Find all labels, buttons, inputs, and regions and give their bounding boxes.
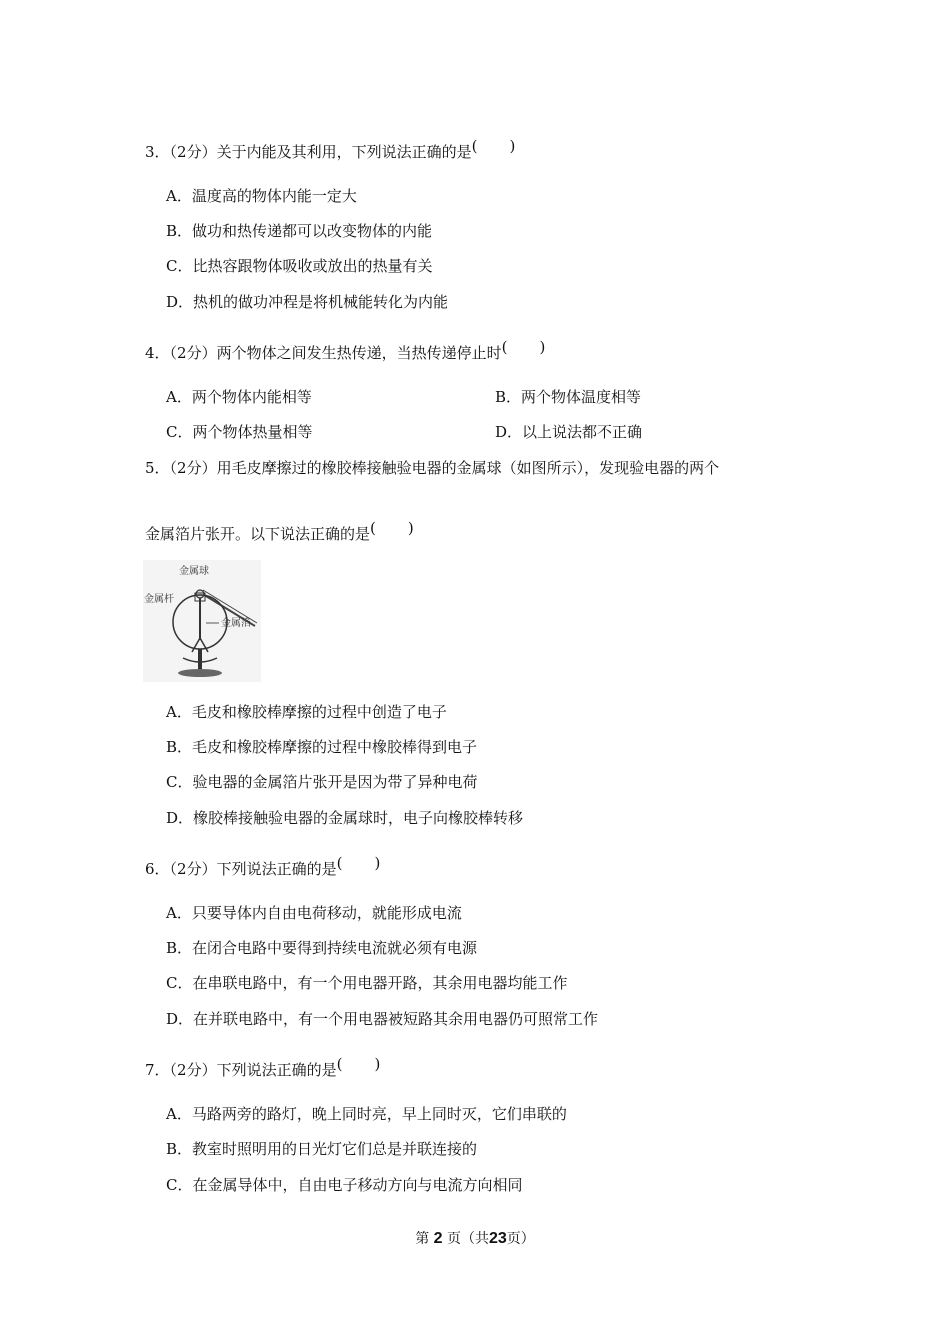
q7-option-c: C．在金属导体中，自由电子移动方向与电流方向相同 — [166, 1176, 523, 1194]
answer-paren-open: ( — [370, 519, 376, 537]
q5-option-b: B．毛皮和橡胶棒摩擦的过程中橡胶棒得到电子 — [166, 738, 478, 756]
q5-option-c: C．验电器的金属箔片张开是因为带了异种电荷 — [166, 773, 478, 791]
q6-option-b: B．在闭合电路中要得到持续电流就必须有电源 — [166, 939, 478, 957]
answer-paren-open: ( — [336, 1055, 343, 1073]
label-metal-rod: 金属杆 — [144, 594, 174, 605]
answer-paren-close: ) — [374, 1055, 381, 1073]
label-metal-foil: 金属箔 — [221, 618, 251, 629]
label-metal-ball: 金属球 — [179, 566, 209, 577]
question-6-stem: 6．（2分）下列说法正确的是( ) — [145, 854, 381, 878]
answer-paren-close: ) — [407, 519, 414, 537]
q7-option-b: B．教室时照明用的日光灯它们总是并联连接的 — [166, 1140, 478, 1158]
question-4-stem: 4．（2分）两个物体之间发生热传递，当热传递停止时( ) — [145, 338, 546, 362]
q4-option-d: D．以上说法都不正确 — [495, 423, 643, 441]
answer-paren-open: ( — [471, 137, 478, 155]
answer-paren-close: ) — [539, 338, 546, 356]
answer-paren-close: ) — [509, 137, 516, 155]
q4-option-c: C．两个物体热量相等 — [166, 423, 313, 441]
q3-option-c: C．比热容跟物体吸收或放出的热量有关 — [166, 257, 433, 275]
page-number: 2 — [433, 1230, 443, 1247]
question-5-stem-line1: 5．（2分）用毛皮摩擦过的橡胶棒接触验电器的金属球（如图所示），发现验电器的两个 — [145, 459, 720, 477]
electroscope-diagram — [143, 560, 261, 682]
answer-paren-close: ) — [374, 854, 381, 872]
stand-base — [178, 669, 222, 677]
q3-option-b: B．做功和热传递都可以改变物体的内能 — [166, 222, 433, 240]
electroscope-figure — [143, 560, 261, 682]
page-total: 23 — [489, 1230, 507, 1247]
q3-option-a: A．温度高的物体内能一定大 — [166, 187, 357, 205]
q6-option-d: D．在并联电路中，有一个用电器被短路其余用电器仍可照常工作 — [166, 1010, 599, 1028]
question-7-stem: 7．（2分）下列说法正确的是( ) — [145, 1055, 381, 1079]
question-5-stem-line2: 金属箔片张开。以下说法正确的是( ) — [145, 519, 414, 543]
q4-option-a: A．两个物体内能相等 — [166, 388, 312, 406]
q7-option-a: A．马路两旁的路灯，晚上同时亮，早上同时灭，它们串联的 — [166, 1105, 567, 1123]
page-footer: 第 2 页（共23页） — [415, 1230, 535, 1247]
q6-option-a: A．只要导体内自由电荷移动，就能形成电流 — [166, 904, 462, 922]
q3-option-d: D．热机的做功冲程是将机械能转化为内能 — [166, 293, 449, 311]
question-3-stem: 3．（2分）关于内能及其利用，下列说法正确的是( ) — [145, 137, 516, 161]
q5-option-a: A．毛皮和橡胶棒摩擦的过程中创造了电子 — [166, 703, 447, 721]
answer-paren-open: ( — [336, 854, 343, 872]
q5-option-d: D．橡胶棒接触验电器的金属球时，电子向橡胶棒转移 — [166, 809, 524, 827]
q4-option-b: B．两个物体温度相等 — [495, 388, 642, 406]
q6-option-c: C．在串联电路中，有一个用电器开路，其余用电器均能工作 — [166, 974, 568, 992]
metal-ball — [196, 590, 204, 598]
answer-paren-open: ( — [501, 338, 508, 356]
